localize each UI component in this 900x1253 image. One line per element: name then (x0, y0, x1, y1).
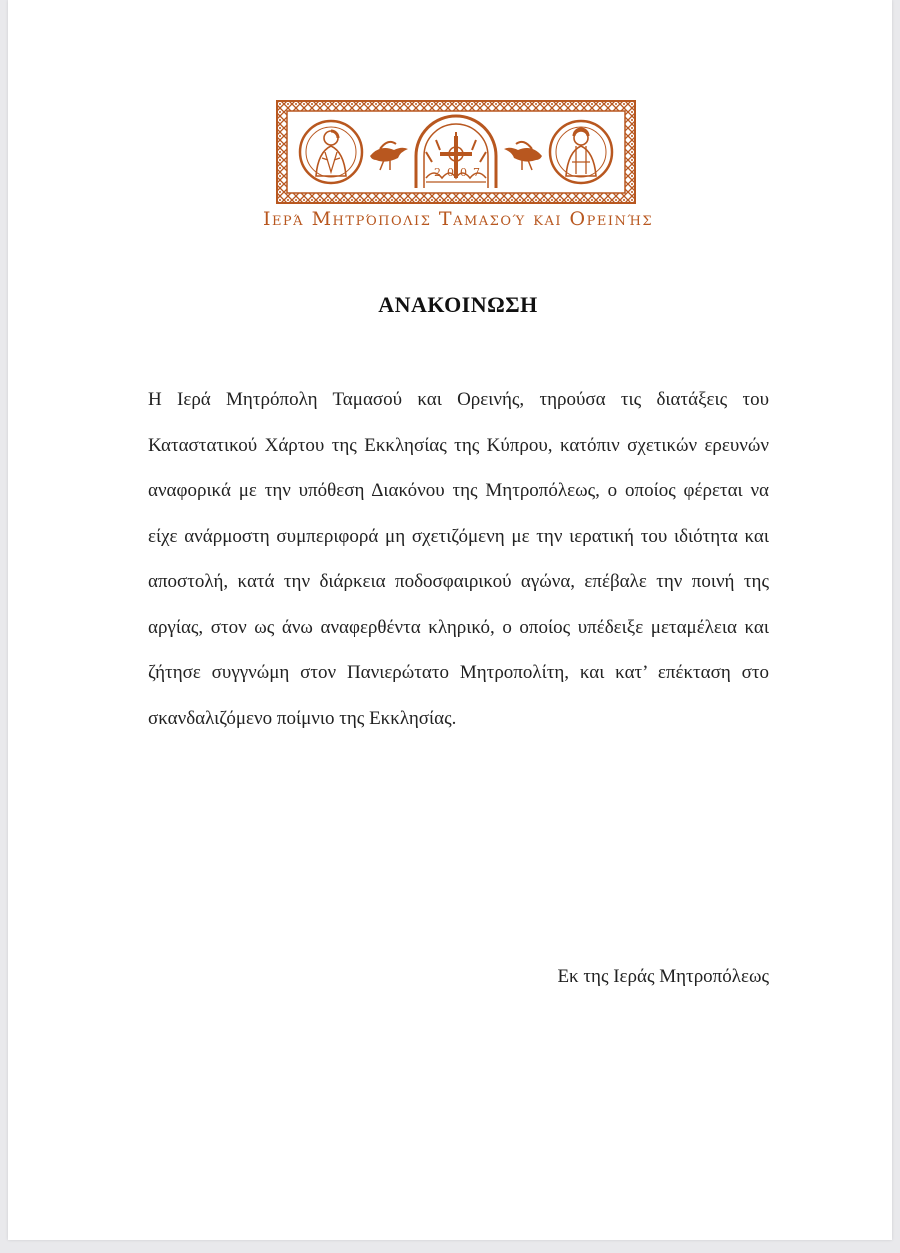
organization-name: Ιερά Μητρόπολις Ταμασού και Ορεινής (262, 208, 654, 230)
saint-medallion-right-icon (550, 121, 612, 183)
signature-line: Εκ της Ιεράς Μητροπόλεως (557, 966, 769, 987)
emblem-year: 2007 (434, 166, 486, 179)
metropolis-emblem (276, 100, 636, 204)
document-page (8, 0, 892, 1240)
document-title: ΑΝΑΚΟΙΝΩΣΗ (378, 292, 538, 317)
saint-medallion-left-icon (300, 121, 362, 183)
announcement-body: Η Ιερά Μητρόπολη Ταμασού και Ορεινής, τηρούσα τις διατάξεις του Καταστατικού Χάρτου της Εκκλησίας της Κύπρου, κατόπιν σχετικών ερευνών αναφορικά με την υπόθεση Διακόνου της Μητροπόλεως, ο οποίος φέρεται να είχε ανάρμοστη συμπεριφορά μη σχετιζόμενη με την ιερατική του ιδιότητα και αποστολή, κατά την διάρκεια ποδοσφαιρικού αγώνα, επέβαλε την ποινή της αργίας, στον ως άνω αναφερθέντα κληρικό, ο οποίος υπέδειξε μεταμέλεια και ζήτησε συγγνώμη στον Πανιερώτατο Μητροπολίτη, και κατ’ επέκταση στο σκανδαλιζόμενο ποίμνιο της Εκκλησίας. (148, 389, 769, 729)
